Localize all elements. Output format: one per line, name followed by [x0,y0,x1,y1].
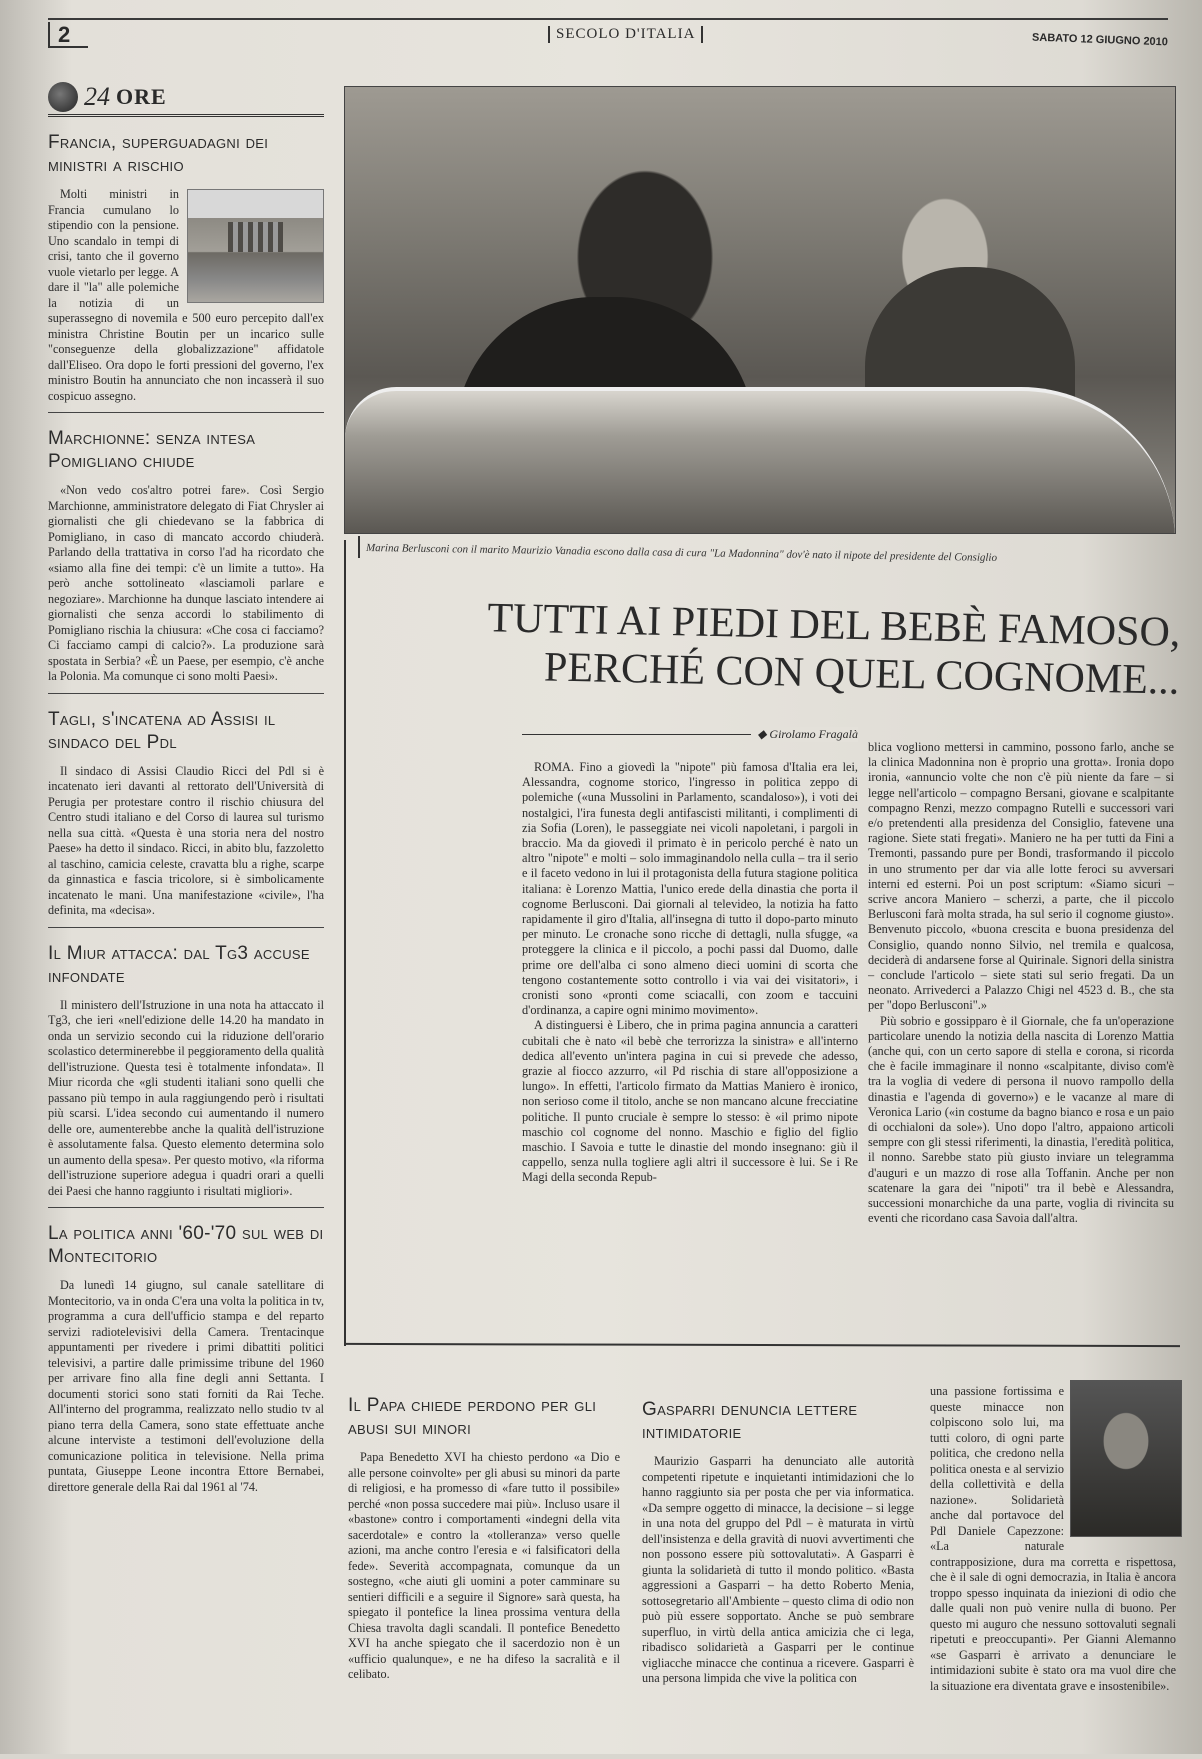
article-column-1 [522,760,858,1320]
bottom-article-gasparri [642,1384,914,1759]
brief-text: «Non vedo cos'altro potrei fare». Così Sergio Marchionne, amministratore delegato di Fiat Chrysler ai giornalisti che gli chiedevano se la fabbrica di Pomigliano, in caso di mancato accordo chiuderà. Parlando della trattativa in corso l'ad ha ricordato che «siamo alla fine dei tempi: c'è un limite a tutto». Ha però anche sottolineato «lasciamoli parlare e negoziare». Marchionne ha dunque lasciato intendere ai giornalisti che senza accordi lo stabilimento di Pomigliano rischia la chiusura: «Che cosa ci facciamo? Ci facciamo campi di calcio?». La produzione sarà spostata in Serbia? «È un Paese, per esempio, c'è anche la Polonia. Ma comunque ci sono molti Paesi». [48,483,324,683]
divider [48,1207,324,1208]
brief-text: Il ministero dell'Istruzione in una nota ha attaccato il Tg3, che ieri «nell'edizione delle 14.20 ha mandato in onda un servizio secondo cui la riduzione dell'orario scolastico determinerebbe il peggioramento della qualità dell'istruzione. Questa tesi è totalmente infondata». Il Miur ricorda che «gli studenti italiani sono quelli che passano più tempo in aula raggiungendo però i risultati più scarsi. L'idea secondo cui aumentando il numero delle ore, aumenterebbe anche la qualità dell'istruzione è assolutamente falsa. Questo elemento determina solo un aumento della spesa». Per questo motivo, «la riforma dell'istruzione superiore adegua i quadri orari a quelli dei Paesi che hanno raggiunto i risultati migliori». [48,997,324,1198]
divider [48,412,324,413]
brief-text: Molti ministri in Francia cumulano lo stipendio con la pensione. Uno scandalo in tempi di crisi, tanto che il governo vuole vietarlo per legge. A dare il "la" alle polemiche la notizia di un superassegno di novemila e 500 euro percepito dall'ex ministra Christine Boutin per un incarico sulle "conseguenze della globalizzazione" affidatole dall'Eliseo. Ora dopo le forti pressioni del governo, l'ex ministro Boutin ha annunciato che non incasserà il suo cospicuo assegno. [48,187,324,403]
brief-headline: La politica anni '60-'70 sul web di Montecitorio [48,1223,324,1267]
brief-headline: Tagli, s'incatena ad Assisi il sindaco del Pdl [48,708,276,753]
byline [522,727,858,741]
article-paragraph: blica vogliono mettersi in cammino, possono farlo, anche se la clinica Madonnina non è proprio una grotta». Ironia dopo ironia, «annuncio volte che non c'è più niente da fare – si legge nell'articolo – compagno Bersani, giovane e scalpitante compagno Renzi, mezzo compagno Rutelli e successori vari e/o pretendenti alla presidenza del Consiglio, fatevene una ragione. Siete stati fregati». Maniero ne ha per tutti da Fini a Tremonti, passando pure per Bondi, trasformando il piccolo in uno strumento per dar via alle lotte feroci su avversari interni ed esterni. Poi un post scriptum: «Siamo sicuri – scrive ancora Maniero – scherzi, a parte, che il piccolo Berlusconi farà molta strada, ha sul serio il cognome giusto». Benvenuto piccolo, «buona crescita e buona presidenza del Consiglio, quando nonno Silvio, nel tremila e qualcosa, deciderà di andarsene forse al Quirinale. Signori della sinistra – conclude l'articolo – siete stati sul serio fregati. Da un neonato. Arrivederci a Palazzo Chigi nel 4523 d. B., che sta per "dopo Berlusconi".» [868,740,1174,1013]
issue-date: SABATO 12 GIUGNO 2010 [1031,31,1169,49]
masthead [48,18,1168,50]
article-paragraph: ROMA. Fino a giovedì la "nipote" più famosa d'Italia era lei, Alessandra, cognome storico, l'ingresso in politica zeppo di polemiche («una Mussolini in Parlamento, scandaloso»), i voti dei nostalgici, l'ira funesta degli antifascisti militanti, i complimenti di zia Sofia (Loren), le passeggiate nei vicoli napoletani, i pargoli in braccio. Ma da giovedì il primato è in pericolo perché è nato un altro "nipote" e molti – solo immaginandolo nella culla – tra il serio e il faceto vedono in lui il protagonista della futura stagione politica italiana: è Lorenzo Mattia, l'unico erede della dinastia che porta il cognome Berlusconi. Dai giornali al televideo, la notizia ha fatto rapidamente il giro d'Italia, all'insegna di tutto il dopo-parto minuto per minuto. Le cronache sono ricche di dettagli, nulla sfugge, «a proteggere la clinica e il piccolo, a pochi passi dal Duomo, dalle prime ore dell'alba ci sono almeno dieci uomini di scorta che tengono costantemente sotto controllo i via vai dei visitatori», i cronisti sono «pronti come sciacalli, con zoom e taccuini d'ordinanza, a capire ogni minimo movimento». [522,760,858,1018]
brief-headline: Il Miur attacca: dal Tg3 accuse infondate [48,942,310,987]
brand-ore: ORE [116,84,167,109]
brief-text: Il sindaco di Assisi Claudio Ricci del Pdl si è incatenato ieri davanti al rettorato dell'Università di Perugia per protestare contro il rischio chiusura del Centro studi italiano e del Corso di laurea sul turismo nella sua città. «Questa è una storia nera del nostro Paese» ha detto il sindaco. Ricci, in abito blu, fazzoletto al taschino, camicia celeste, cravatta blu a righe, scarpe da ginnastica e fascia tricolore, si è simbolicamente incatenato le mani. Una manifestazione «civile», l'ha definita, ma «decisa». [48,763,324,917]
divider [48,927,324,928]
main-headline [379,592,1181,705]
globe-icon [48,82,78,112]
bottom-article-pope [348,1380,620,1755]
gasparri-photo [1070,1380,1182,1537]
main-photo [344,86,1176,534]
box-rule-bottom [344,1343,1180,1347]
author: ◆ Girolamo Fragalà [751,727,858,742]
brief-text: Da lunedì 14 giugno, sul canale satellitare di Montecitorio, va in onda C'era una volta la politica in tv, programma a cura dell'ufficio stampa e del reparto servizi radiotelevisivi della Camera. Trentacinque appuntamenti per rivedere i primi dibattiti politici televisivi, a partire dalle primissime tribune del 1960 per arrivare fino alla fine degli anni Settanta. I documenti storici sono stati forniti da Rai Teche. All'interno del programma, realizzato nello studio tv al piano terra della Camera, sono state effettuate anche alcune interviste a testimoni dell'evoluzione della comunicazione politica in televisione. Nella prima puntata, Giuseppe Leone incontra Ettore Bernabei, direttore generale della Rai dal 1961 al '74. [48,1278,324,1494]
bottom-text: una passione fortissima e queste minacce non colpiscono solo lui, ma tutti coloro, di ogni parte politica, che credono nella politica onesta e al servizio della collettività e della nazione». Solidarietà anche dal portavoce del Pdl Daniele Capezzone: «La naturale contrapposizione, dura ma corretta e rispettosa, che è il sale di ogni democrazia, in Italia è ancora troppo spesso inquinata da iniezioni di odio che dalle quali non può venire nulla di buono. Per questo mi auguro che nessuno sottovaluti segnali ripetuti e preoccupanti». Per Gianni Alemanno «se Gasparri è arrivato a denunciare le intimidazioni subite è stato ora ma vuol dire che la situazione era diventata grave e insostenibile». [930,1384,1176,1693]
article-column-2 [868,740,1174,1320]
box-rule-left [344,540,346,1346]
section-brand [48,80,324,117]
article-paragraph: A distinguersi è Libero, che in prima pagina annuncia a caratteri cubitali che è nato «il bebè che terrorizza la sinistra» e all'interno dedica all'evento un'intera pagina in cui si prevede che adesso, grazie al fiocco azzurro, «il Pd rischia di stare all'opposizione a lungo». In effetti, l'articolo firmato da Mattias Maniero è ironico, non serioso come il titolo, anche se non mancano alcune frecciatine politiche. Il punto cruciale è sempre lo stesso: è «il primo nipote maschio col cognome del nonno. Maschio e figlio del figlio maschio. I Savoia e tutte le dinastie del mondo insegnano: giù il cappello, senza nulla togliere agli altri il successore è lui. Se i Re Magi della seconda Repub- [522,1018,858,1185]
bottom-text: Papa Benedetto XVI ha chiesto perdono «a Dio e alle persone coinvolte» per gli abusi su minori da parte di religiosi, e ha promesso di «fare tutto il possibile» perché «non possa succedere mai più». Incluso usare il «bastone» contro i comportamenti «indegni della vita sacerdotale» e contro la «tolleranza» verso quelle azioni, ma anche contro l'eresia e «i falsificatori della fede». Severità accompagnata, comunque da un sostegno, «che aiuti gli uomini a poter camminare su sentieri difficili e a seguire il Signore» sarà questa, ha spiegato il pontefice la linea prossima ventura della Chiesa travolta dagli scandali. Il pontefice Benedetto XVI ha anche spiegato che il sacerdozio non è un «ufficio qualunque», e ne ha difeso la sacralità e il celibato. [348,1450,620,1681]
headline-line-1: TUTTI AI PIEDI DEL BEBÈ FAMOSO, [487,595,1181,656]
caption-bar [358,536,360,558]
elysee-photo [187,189,324,303]
bottom-headline: Gasparri denuncia lettere intimidatorie [642,1399,858,1443]
photo-car [345,387,1175,534]
article-paragraph: Più sobrio e gossipparo è il Giornale, che fa un'operazione particolare unendo la notizia della nascita di Lorenzo Mattia (anche qui, con un certo sapore di stella e corona, si ricorda che è facile immaginare il nonno «scalpitante, diviso com'è tra la voglia di vedere di persona il nuovo rampollo della dinastia e l'agenda di governo») e le vacanze al mare di Veronica Lario («in costume da bagno bianco e rosa e un paio di occhialoni da sole»). Uno dopo l'altro, appaiono articoli sempre con gli stessi riferimenti, la dinastia, l'eredità politica, il nonno. Sarebbe stato più giusto inviare un telegramma d'auguri e un mazzo di rose alla Toffanin. Anche per non scatenare la gara dei "nipoti" tra il bebè e Alessandra, successioni monarchiche da una parte, voglia di rivincita su eventi che ricordano casa Savoia dall'altra. [868,1013,1174,1226]
news-brief-column [48,80,324,1730]
brief-headline: Francia, superguadagni dei ministri a rischio [48,132,269,176]
paper-name: SECOLO D'ITALIA [548,26,703,43]
bottom-text: Maurizio Gasparri ha denunciato alle autorità competenti ripetute e inquietanti intimidazioni che lo hanno raggiunto sia per posta che per via informatica. «Da sempre oggetto di minacce, la decisione – si legge in una nota del gruppo del Pdl – è maturata in virtù dell'insistenza e della gravità di nuovi avvertimenti che non possono essere più sottovalutati». A Gasparri è giunta la solidarietà di tutto il mondo politico. «Basta aggressioni a Gasparri – ha detto Roberto Menia, sottosegretario all'Ambiente – questo clima di odio non può più essere sopportato. Anche se può sembrare superfluo, in virtù della antica amicizia che ci lega, ribadisco solidarietà a Gasparri per le continue vigliacche minacce che continua a ricevere. Gasparri è una persona limpida che vive la politica con [642,1454,914,1685]
photo-caption: Marina Berlusconi con il marito Maurizio Vanadia escono dalla casa di cura "La Madonnina" dov'è nato il nipote del presidente del Consiglio [365,542,998,564]
brief-headline: Marchionne: senza intesa Pomigliano chiude [48,428,256,472]
headline-line-2: PERCHÉ CON QUEL COGNOME... [543,644,1180,704]
divider [48,693,324,694]
page-number: 2 [48,22,88,48]
brand-24: 24 [84,82,110,111]
bottom-headline: Il Papa chiede perdono per gli abusi sui minori [348,1395,597,1439]
